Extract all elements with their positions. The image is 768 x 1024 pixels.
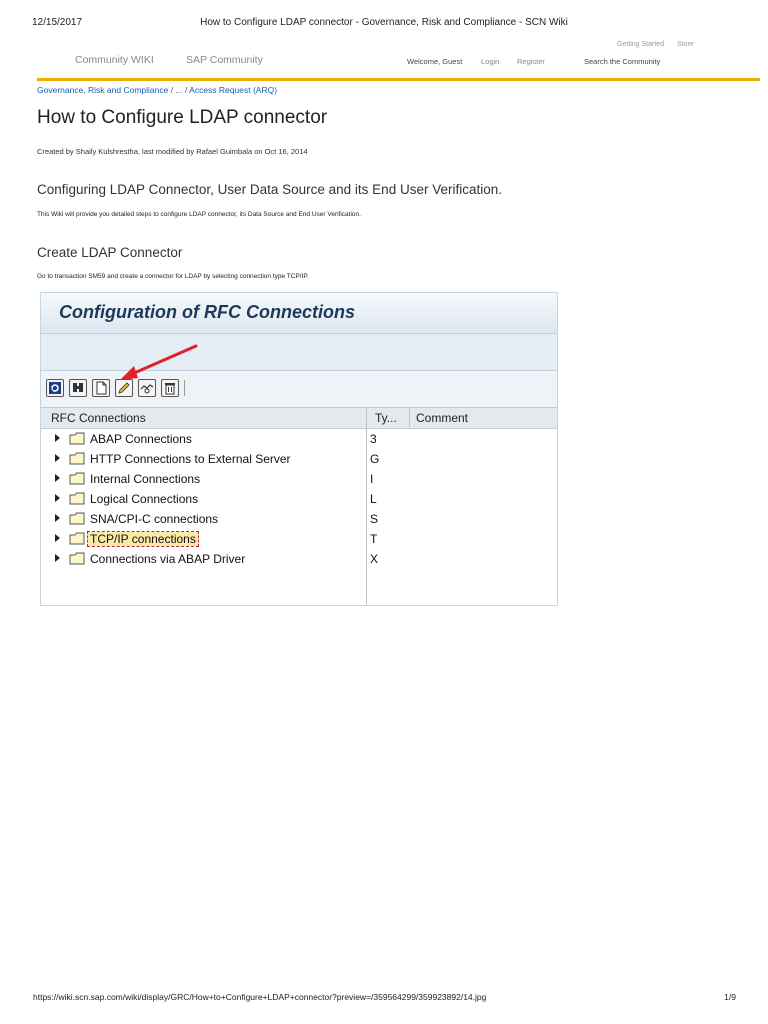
search-community-link[interactable]: Search the Community [584, 57, 661, 66]
tree-row-type: T [370, 532, 378, 546]
tree-row[interactable] [41, 429, 557, 449]
tree-row-label: Logical Connections [90, 492, 199, 506]
login-link[interactable]: Login [481, 57, 500, 66]
expand-triangle-icon[interactable] [55, 534, 60, 542]
column-header-rfc-connections[interactable]: RFC Connections [51, 411, 146, 425]
tree-row-label: SNA/CPI-C connections [90, 512, 219, 526]
tree-row-type: G [370, 452, 380, 466]
tree-row-label: HTTP Connections to External Server [90, 452, 291, 466]
tree-row[interactable] [41, 449, 557, 469]
sap-titlebar [41, 293, 557, 334]
section-heading-configuring: Configuring LDAP Connector, User Data Source and its End User Verification. [37, 182, 502, 197]
community-wiki-link[interactable]: Community WIKI [75, 54, 154, 66]
column-header-type[interactable]: Ty... [375, 411, 397, 425]
expand-triangle-icon[interactable] [55, 474, 60, 482]
step-paragraph: Go to transaction SM59 and create a connector for LDAP by selecting connection type TCP/IP. [37, 273, 309, 280]
search-icon[interactable] [69, 379, 87, 397]
column-header-comment[interactable]: Comment [416, 411, 469, 425]
folder-icon [69, 552, 85, 565]
tree-row[interactable] [41, 469, 557, 489]
tree-row-type: S [370, 512, 379, 526]
breadcrumb-arq[interactable]: / Access Request (ARQ) [184, 85, 278, 95]
register-link[interactable]: Register [517, 57, 545, 66]
tree-row-selected[interactable] [41, 529, 557, 549]
store-link[interactable]: Store [677, 41, 694, 48]
refresh-icon[interactable] [46, 379, 64, 397]
tree-row-type: L [370, 492, 377, 506]
print-header [32, 17, 736, 31]
folder-icon [69, 532, 85, 545]
print-title: How to Configure LDAP connector - Governance, Risk and Compliance - SCN Wiki [200, 17, 568, 28]
folder-icon [69, 432, 85, 445]
tree-row-label: ABAP Connections [90, 432, 192, 446]
byline: Created by Shaily Kulshrestha, last modified by Rafael Guimbala on Oct 16, 2014 [37, 147, 308, 156]
footer-page-number: 1/9 [724, 992, 736, 1002]
expand-triangle-icon[interactable] [55, 454, 60, 462]
folder-icon [69, 472, 85, 485]
create-icon[interactable] [92, 379, 110, 397]
tree-row-label-tcpip[interactable]: TCP/IP connections [90, 532, 196, 546]
tree-row-type: I [370, 472, 374, 486]
column-divider [409, 407, 410, 427]
expand-triangle-icon[interactable] [55, 434, 60, 442]
breadcrumb [37, 85, 277, 95]
folder-icon [69, 492, 85, 505]
tree-row-type: X [370, 552, 379, 566]
getting-started-link[interactable]: Getting Started [617, 41, 665, 48]
print-date: 12/15/2017 [32, 17, 83, 28]
tree-row-type: 3 [370, 432, 377, 446]
top-navigation [37, 38, 760, 81]
tree-row[interactable] [41, 489, 557, 509]
expand-triangle-icon[interactable] [55, 554, 60, 562]
page-title: How to Configure LDAP connector [37, 107, 328, 128]
annotation-arrow-icon [110, 340, 202, 386]
breadcrumb-grc[interactable]: Governance, Risk and Compliance [37, 85, 169, 95]
welcome-text: Welcome, Guest [407, 57, 463, 66]
sap-community-link[interactable]: SAP Community [186, 54, 263, 66]
folder-icon [69, 512, 85, 525]
sap-screen-title: Configuration of RFC Connections [59, 302, 355, 322]
rfc-connections-tree [41, 407, 557, 605]
tree-row-label: Connections via ABAP Driver [90, 552, 246, 566]
breadcrumb-ellipsis[interactable]: / ... [170, 85, 183, 95]
tree-row[interactable] [41, 549, 557, 569]
tree-header [41, 407, 557, 429]
expand-triangle-icon[interactable] [55, 514, 60, 522]
tree-row[interactable] [41, 509, 557, 529]
folder-icon [69, 452, 85, 465]
expand-triangle-icon[interactable] [55, 494, 60, 502]
section-heading-create-ldap: Create LDAP Connector [37, 245, 183, 260]
footer-url: https://wiki.scn.sap.com/wiki/display/GRC/How+to+Configure+LDAP+connector?preview=/359564299/359923892/14.jpg [33, 992, 487, 1002]
intro-paragraph: This Wiki will provide you detailed steps to configure LDAP connector, its Data Source and End User Verification. [37, 211, 361, 218]
tree-row-label: Internal Connections [90, 472, 201, 486]
